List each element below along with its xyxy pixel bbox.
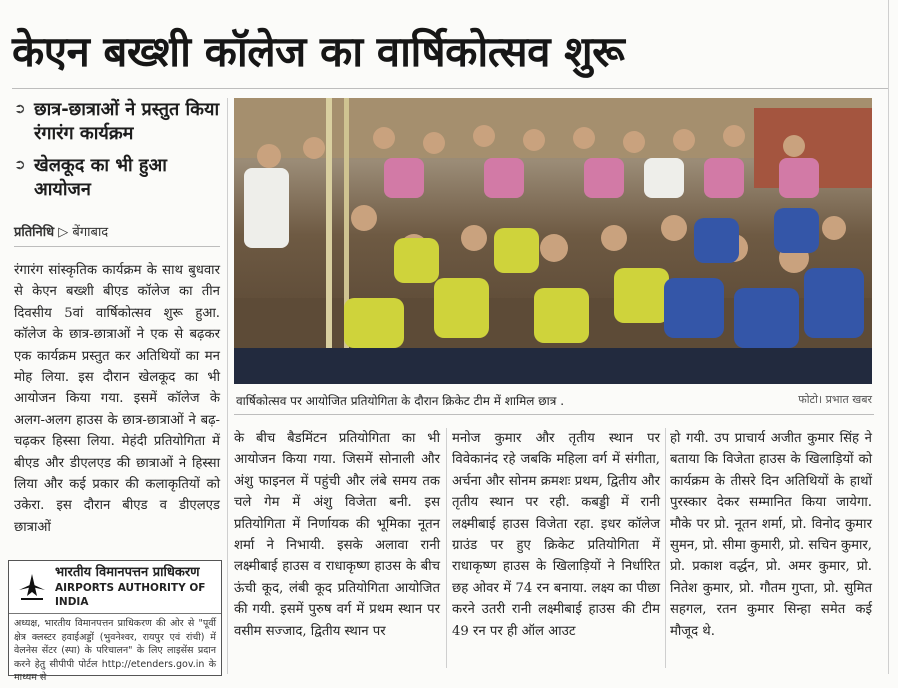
photo-illustration (234, 98, 872, 384)
caption-rule (234, 414, 874, 415)
aai-logo-icon (15, 570, 49, 604)
column-divider (227, 98, 228, 674)
photo-caption (236, 392, 872, 409)
triangle-icon: ▷ (58, 225, 69, 240)
page-edge-rule (888, 0, 889, 674)
article-column-4: हो गयी. उप प्राचार्य अजीत कुमार सिंह ने बताया कि विजेता हाउस के खिलाड़ियों को कार्यक्रम के तीसरे दिन अतिथियों के हाथों पुरस्कार देकर सम्मानित किया जायेगा. मौके पर प्रो. नूतन शर्मा, प्रो. विनोद कुमार सुमन, प्रो. सीमा कुमारी, प्रो. सचिन कुमार, प्रो. प्रकाश वर्द्धन, प्रो. अमर कुमार, प्रो. नितेश कुमार, प्रो. गौतम गुप्ता, प्रो. सुमित सहगल, रतन कुमार सिन्हा समेत कई मौजूद थे. (670, 431, 872, 639)
highlights (14, 98, 224, 210)
highlight-item (14, 98, 224, 146)
ad-title-hindi: भारतीय विमानपत्तन प्राधिकरण (55, 565, 200, 580)
ad-title-english: AIRPORTS AUTHORITY OF INDIA (55, 582, 206, 608)
headline: केएन बख्शी कॉलेज का वार्षिकोत्सव शुरू (12, 27, 625, 76)
article-column-2: के बीच बैडमिंटन प्रतियोगिता का भी आयोजन किया गया. जिसमें सोनाली और अंशु फाइनल में पहुंची और लंबे समय तक चले गेम में अंशु विजेता बनी. इस प्रतियोगिता में निर्णायक की भूमिका नूतन शर्मा ने निभायी. इसके अलावा रानी लक्ष्मीबाई हाउस व राधाकृष्ण हाउस के बीच ऊंची कूद, लंबी कूद प्रतियोगिता आयोजित की गयी. इसमें पुरुष वर्ग में प्रथम स्थान पर वसीम सज्जाद, द्वितीय स्थान पर (234, 431, 440, 639)
byline-label: प्रतिनिधि (14, 225, 55, 240)
highlight-text: छात्र-छात्राओं ने प्रस्तुत किया रंगारंग कार्यक्रम (34, 99, 220, 144)
article-column-1: रंगारंग सांस्कृतिक कार्यक्रम के साथ बुधवार से केएन बख्शी बीएड कॉलेज का तीन दिवसीय 5वां वार्षिकोत्सव शुरू हुआ. कॉलेज के छात्र-छात्राओं ने एक से बढ़कर एक कार्यक्रम प्रस्तुत कर अतिथियों का मन मोह लिया. इस दौरान खेलकूद का भी आयोजन किया गया. इसमें कॉलेज के अलग-अलग हाउस के छात्र-छात्राओं ने बढ़-चढ़कर हिस्सा लिया. मेहंदी प्रतियोगिता में बीएड और डीएलएड की छात्राओं ने हिस्सा लिया और कई प्रकार की कलाकृतियों को उकेरा. इस दौरान बीएड व डीएलएड छात्राओं (14, 263, 220, 535)
byline-rule (14, 246, 220, 247)
caption-text: वार्षिकोत्सव पर आयोजित प्रतियोगिता के दौरान क्रिकेट टीम में शामिल छात्र . (236, 394, 565, 408)
column-divider (665, 428, 666, 668)
photo-credit: फोटो। प्रभात खबर (798, 393, 872, 406)
cricket-team-photo (234, 98, 872, 384)
ad-body: अध्यक्ष, भारतीय विमानपत्तन प्राधिकरण की ओर से "पूर्वी क्षेत्र क्लस्टर हवाईअड्डों (भुवनेश्वर, रायपुर एवं रांची) में वेलनेस सेंटर (स्पा) के परिचालन" के लिए लाइसेंस प्रदान करने हेतु सीपीपी पोर्टल http://etenders.gov.in के माध्यम से (14, 618, 216, 683)
ad-header (9, 561, 221, 614)
arrow-bullet-icon: ➲ (14, 101, 26, 117)
byline (14, 222, 108, 240)
byline-place: बेंगाबाद (72, 225, 109, 240)
headline-rule (12, 88, 888, 89)
highlight-item (14, 154, 224, 202)
highlight-text: खेलकूद का भी हुआ आयोजन (34, 155, 167, 200)
column-divider (446, 428, 447, 668)
arrow-bullet-icon: ➲ (14, 157, 26, 173)
airports-authority-ad (8, 560, 222, 683)
article-column-3: मनोज कुमार और तृतीय स्थान पर विवेकानंद रहे जबकि महिला वर्ग में संगीता, अर्चना और सोनम क्रमशः प्रथम, द्वितीय और तृतीय स्थान पर रही. कबड्डी में रानी लक्ष्मीबाई हाउस विजेता रहा. इधर कॉलेज ग्राउंड पर हुए क्रिकेट प्रतियोगिता में राधाकृष्ण हाउस के खिलाड़ियों ने निर्धारित छह ओवर में 74 रन बनाया. लक्ष्य का पीछा करने उतरी रानी लक्ष्मीबाई हाउस की टीम 49 रन पर ही ऑल आउट (452, 431, 660, 639)
